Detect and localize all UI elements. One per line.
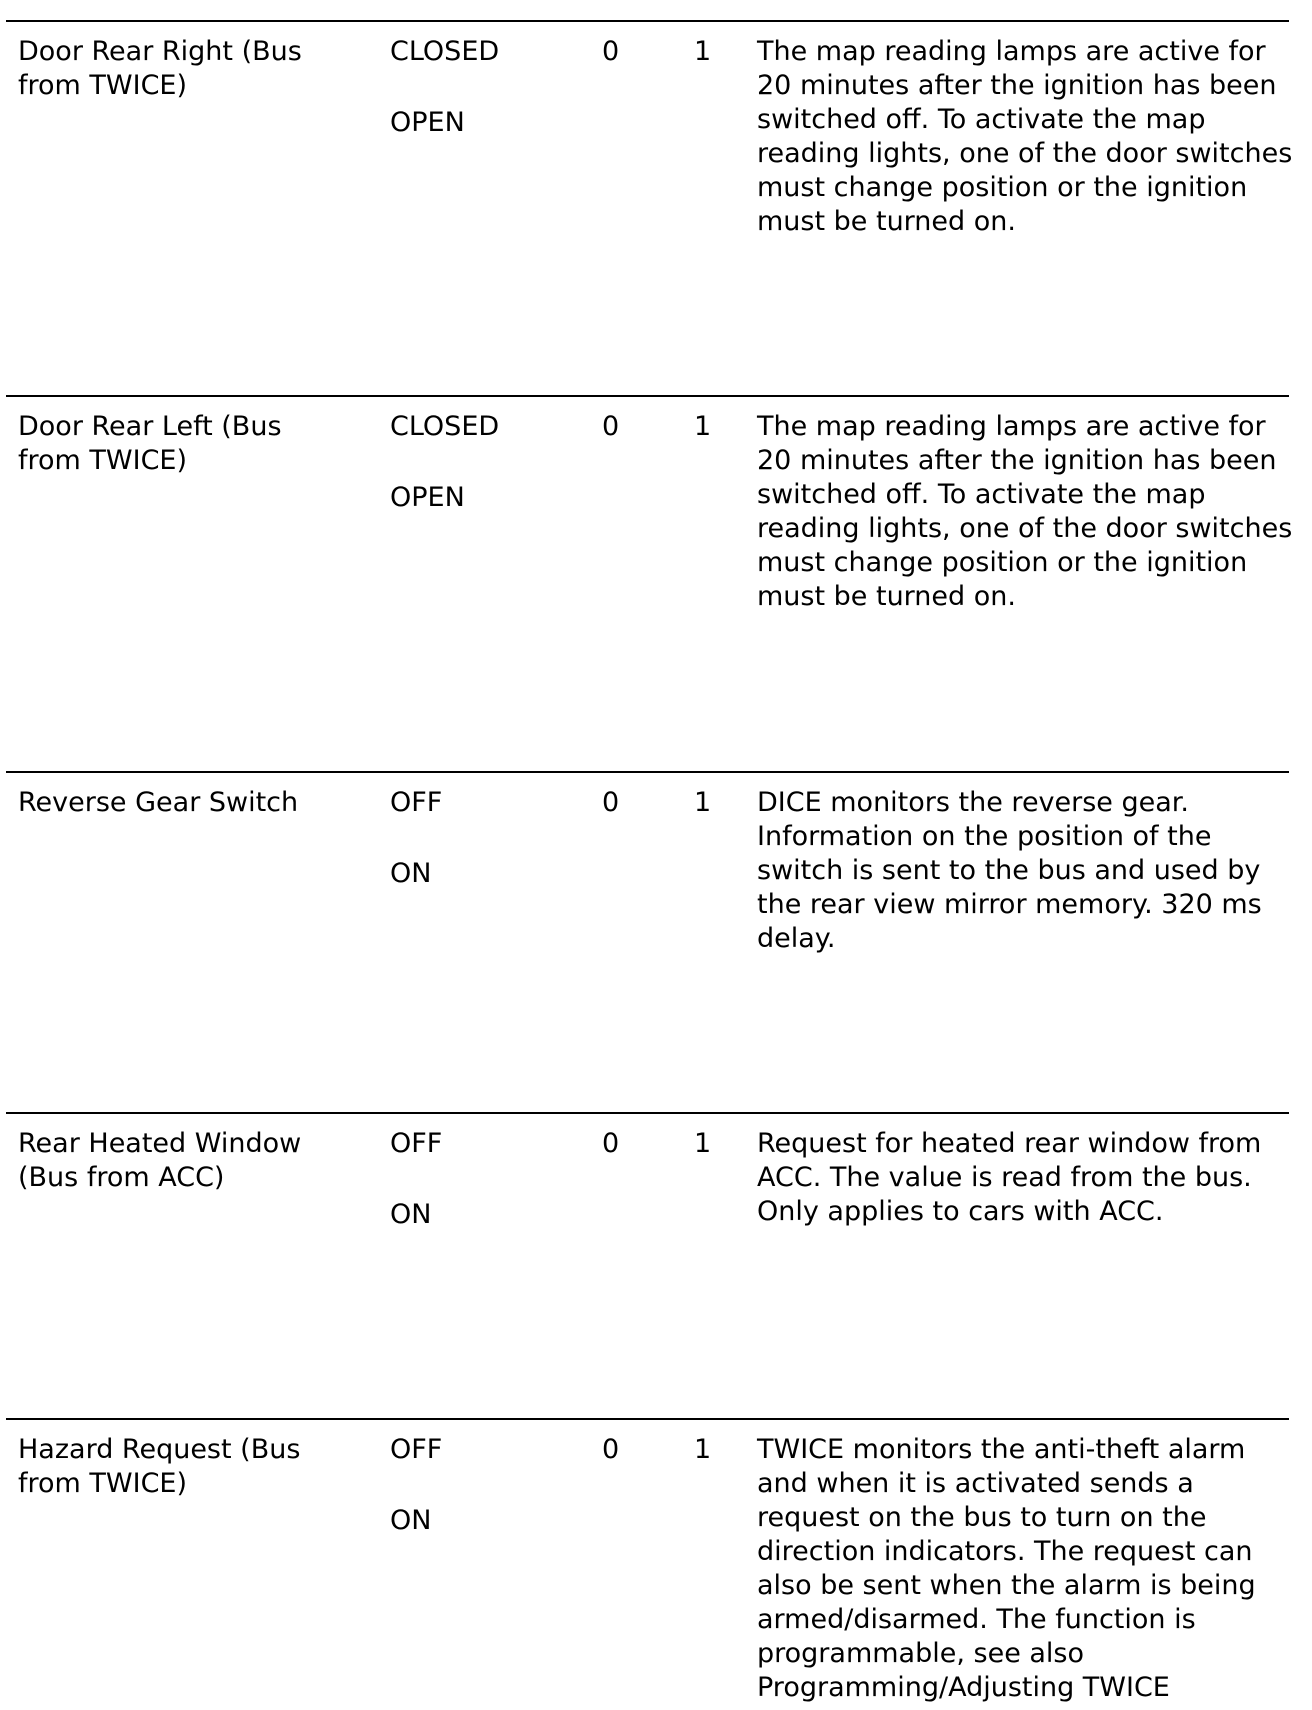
signal-description: Request for heated rear window from ACC. The value is read from the bus. Only applies to cars with ACC. — [757, 1128, 1262, 1227]
signal-name: Door Rear Left (Bus from TWICE) — [18, 411, 282, 476]
value-0: 0 — [602, 36, 620, 67]
state-1: OPEN — [390, 482, 465, 513]
state-0: OFF — [390, 1434, 443, 1465]
value-1: 1 — [694, 411, 712, 442]
signal-description: TWICE monitors the anti-theft alarm and when it is activated sends a request on the bus to turn on the direction indicators. The request can also be sent when the alarm is being armed/disarmed. The function is programmable, see also Programming/Adjusting TWICE — [757, 1434, 1256, 1703]
signal-description: DICE monitors the reverse gear. Information on the position of the switch is sent to the bus and used by the rear view mirror memory. 320 ms delay. — [757, 787, 1262, 954]
signal-description: The map reading lamps are active for 20 minutes after the ignition has been switched off. To activate the map reading lights, one of the door switches must change position or the ignition must be turned on. — [757, 411, 1293, 612]
state-1: ON — [390, 1505, 432, 1536]
signal-states — [390, 410, 560, 515]
row-divider — [6, 1418, 1289, 1420]
signal-states — [390, 1127, 560, 1232]
row-divider — [6, 771, 1289, 773]
value-1: 1 — [694, 787, 712, 818]
signal-name: Door Rear Right (Bus from TWICE) — [18, 36, 302, 101]
state-1: ON — [390, 1199, 432, 1230]
row-divider — [6, 395, 1289, 397]
state-0: OFF — [390, 787, 443, 818]
value-0: 0 — [602, 1128, 620, 1159]
signal-name: Rear Heated Window (Bus from ACC) — [18, 1128, 302, 1193]
signal-name: Reverse Gear Switch — [18, 787, 299, 818]
signal-states — [390, 786, 560, 891]
signal-states — [390, 1433, 560, 1538]
value-1: 1 — [694, 36, 712, 67]
value-0: 0 — [602, 411, 620, 442]
state-0: CLOSED — [390, 36, 500, 67]
value-0: 0 — [602, 1434, 620, 1465]
state-0: CLOSED — [390, 411, 500, 442]
row-divider — [6, 20, 1289, 22]
state-0: OFF — [390, 1128, 443, 1159]
state-1: ON — [390, 858, 432, 889]
signal-name: Hazard Request (Bus from TWICE) — [18, 1434, 301, 1499]
value-1: 1 — [694, 1434, 712, 1465]
signal-description: The map reading lamps are active for 20 minutes after the ignition has been switched off. To activate the map reading lights, one of the door switches must change position or the ignition must be turned on. — [757, 36, 1293, 237]
row-divider — [6, 1112, 1289, 1114]
value-1: 1 — [694, 1128, 712, 1159]
state-1: OPEN — [390, 107, 465, 138]
signal-states — [390, 35, 560, 140]
value-0: 0 — [602, 787, 620, 818]
